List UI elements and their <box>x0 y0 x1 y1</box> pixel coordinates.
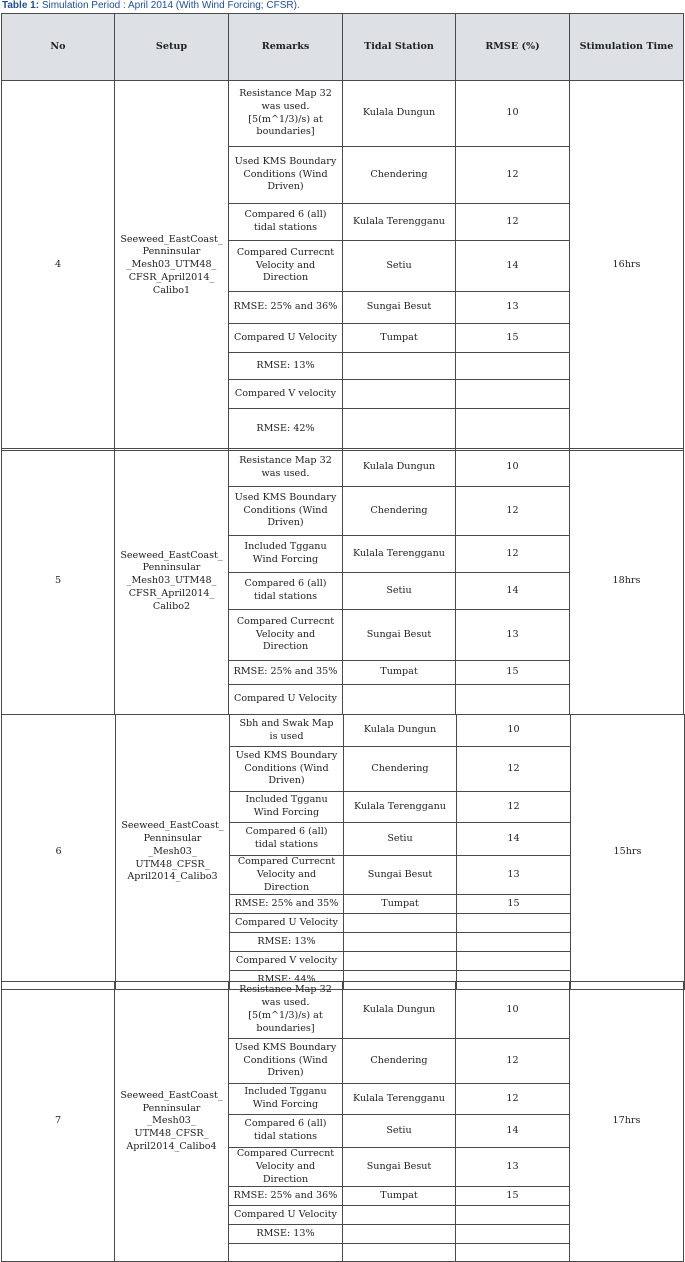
header-tidal-station: Tidal Station <box>343 14 456 81</box>
station-cell <box>343 409 456 451</box>
table-row <box>2 449 684 487</box>
station-cell <box>343 1206 456 1225</box>
station-cell: Tumpat <box>344 895 457 914</box>
rmse-cell: 14 <box>457 823 571 856</box>
remark-cell: RMSE: 13% <box>230 933 344 952</box>
table-row <box>2 715 685 747</box>
rmse-cell <box>456 1244 570 1262</box>
station-cell <box>343 1244 456 1262</box>
remark-cell: Included Tgganu Wind Forcing <box>230 792 344 823</box>
station-cell: Tumpat <box>343 661 456 685</box>
rmse-cell <box>457 914 571 933</box>
simulation-time: 16hrs <box>570 81 684 451</box>
table-caption <box>2 0 300 12</box>
rmse-cell: 14 <box>456 1115 570 1148</box>
rmse-cell: 12 <box>456 1084 570 1115</box>
rmse-cell: 15 <box>456 324 570 353</box>
run-number: 6 <box>2 715 116 990</box>
table-row <box>2 81 684 147</box>
results-table-part-3 <box>1 714 685 990</box>
remark-cell: Compared Currecnt Velocity and Direction <box>229 241 343 292</box>
caption-text: Simulation Period : April 2014 (With Wind Forcing; CFSR). <box>41 0 300 11</box>
remark-cell: RMSE: 25% and 35% <box>230 895 344 914</box>
remark-cell: Used KMS Boundary Conditions (Wind Driven) <box>229 1039 343 1084</box>
rmse-cell: 10 <box>456 449 570 487</box>
header-no: No <box>2 14 115 81</box>
station-cell: Kulala Dungun <box>343 982 456 1039</box>
rmse-cell: 15 <box>457 895 571 914</box>
rmse-cell: 10 <box>456 81 570 147</box>
remark-cell: Compared U Velocity <box>229 685 343 715</box>
remark-cell: Compared U Velocity <box>229 1206 343 1225</box>
rmse-cell <box>456 380 570 409</box>
station-cell: Setiu <box>343 1115 456 1148</box>
remark-cell: Compared 6 (all) tidal stations <box>229 1115 343 1148</box>
rmse-cell: 13 <box>456 292 570 324</box>
station-cell: Kulala Terengganu <box>343 1084 456 1115</box>
remark-cell: RMSE: 42% <box>229 409 343 451</box>
remark-cell: Compared Currecnt Velocity and Direction <box>230 856 344 895</box>
remark-cell: Compared V velocity <box>229 380 343 409</box>
rmse-cell: 15 <box>456 1187 570 1206</box>
remark-cell: Resistance Map 32 was used. [5(m^1/3)/s) at boundaries] <box>229 81 343 147</box>
station-cell <box>343 353 456 380</box>
station-cell: Chendering <box>343 147 456 204</box>
remark-cell: Included Tgganu Wind Forcing <box>229 1084 343 1115</box>
simulation-time: 17hrs <box>570 982 684 1262</box>
station-cell: Setiu <box>344 823 457 856</box>
run-number: 7 <box>2 982 115 1262</box>
station-cell <box>343 380 456 409</box>
rmse-cell: 14 <box>456 573 570 610</box>
station-cell: Kulala Terengganu <box>343 536 456 573</box>
remark-cell: Compared Currecnt Velocity and Direction <box>229 1148 343 1187</box>
rmse-cell: 12 <box>456 204 570 241</box>
station-cell: Sungai Besut <box>344 856 457 895</box>
remark-cell: Used KMS Boundary Conditions (Wind Driven) <box>229 487 343 536</box>
rmse-cell: 12 <box>456 147 570 204</box>
station-cell: Chendering <box>344 747 457 792</box>
remark-cell: Resistance Map 32 was used. [5(m^1/3)/s) at boundaries] <box>229 982 343 1039</box>
remark-cell: Compared U Velocity <box>229 324 343 353</box>
rmse-cell: 13 <box>456 610 570 661</box>
remark-cell: Compared V velocity <box>230 952 344 971</box>
rmse-cell: 12 <box>457 792 571 823</box>
station-cell: Setiu <box>343 573 456 610</box>
station-cell: Kulala Terengganu <box>343 204 456 241</box>
remark-cell: Compared U Velocity <box>230 914 344 933</box>
station-cell: Kulala Dungun <box>343 81 456 147</box>
rmse-cell: 14 <box>456 241 570 292</box>
simulation-time: 15hrs <box>571 715 685 990</box>
rmse-cell <box>457 933 571 952</box>
simulation-time: 18hrs <box>570 449 684 715</box>
remark-cell: RMSE: 44% <box>230 971 344 990</box>
setup-name: Seeweed_EastCoast_ Penninsular _Mesh03_ UTM48_CFSR_ April2014_Calibo3 <box>116 715 230 990</box>
setup-name: Seeweed_EastCoast_ Penninsular _Mesh03_ UTM48_CFSR_ April2014_Calibo4 <box>115 982 229 1262</box>
header-setup: Setup <box>115 14 229 81</box>
rmse-cell: 13 <box>457 856 571 895</box>
rmse-cell: 12 <box>456 536 570 573</box>
results-table-part-1 <box>1 13 684 451</box>
station-cell: Tumpat <box>343 1187 456 1206</box>
station-cell <box>344 952 457 971</box>
setup-name: Seeweed_EastCoast_ Penninsular _Mesh03_UTM48_ CFSR_April2014_ Calibo2 <box>115 449 229 715</box>
run-number: 5 <box>2 449 115 715</box>
remark-cell <box>229 1244 343 1262</box>
table-row <box>2 982 684 1039</box>
rmse-cell: 10 <box>456 982 570 1039</box>
rmse-cell <box>457 952 571 971</box>
remark-cell: RMSE: 13% <box>229 353 343 380</box>
rmse-cell: 13 <box>456 1148 570 1187</box>
remark-cell: RMSE: 13% <box>229 1225 343 1244</box>
remark-cell: Compared 6 (all) tidal stations <box>229 573 343 610</box>
station-cell <box>344 933 457 952</box>
station-cell <box>343 685 456 715</box>
rmse-cell: 12 <box>456 1039 570 1084</box>
station-cell: Sungai Besut <box>343 292 456 324</box>
remark-cell: Used KMS Boundary Conditions (Wind Driven) <box>229 147 343 204</box>
remark-cell: Included Tgganu Wind Forcing <box>229 536 343 573</box>
remark-cell: Compared 6 (all) tidal stations <box>229 204 343 241</box>
station-cell: Kulala Terengganu <box>344 792 457 823</box>
station-cell: Kulala Dungun <box>344 715 457 747</box>
station-cell: Chendering <box>343 1039 456 1084</box>
rmse-cell <box>456 1206 570 1225</box>
caption-label: Table 1: <box>2 0 40 11</box>
rmse-cell <box>456 1225 570 1244</box>
results-table-part-4 <box>1 981 684 1262</box>
station-cell: Setiu <box>343 241 456 292</box>
rmse-cell: 15 <box>456 661 570 685</box>
remark-cell: Resistance Map 32 was used. <box>229 449 343 487</box>
station-cell <box>343 1225 456 1244</box>
station-cell: Sungai Besut <box>343 610 456 661</box>
remark-cell: Used KMS Boundary Conditions (Wind Driven) <box>230 747 344 792</box>
remark-cell: RMSE: 25% and 36% <box>229 1187 343 1206</box>
station-cell: Sungai Besut <box>343 1148 456 1187</box>
station-cell: Tumpat <box>343 324 456 353</box>
remark-cell: Compared 6 (all) tidal stations <box>230 823 344 856</box>
rmse-cell: 12 <box>457 747 571 792</box>
remark-cell: RMSE: 25% and 35% <box>229 661 343 685</box>
remark-cell: Compared Currecnt Velocity and Direction <box>229 610 343 661</box>
header-stimulation-time: Stimulation Time <box>570 14 684 81</box>
remark-cell: Sbh and Swak Map is used <box>230 715 344 747</box>
setup-name: Seeweed_EastCoast_ Penninsular _Mesh03_UTM48_ CFSR_April2014_ Calibo1 <box>115 81 229 451</box>
header-row <box>2 14 684 81</box>
rmse-cell <box>456 685 570 715</box>
rmse-cell <box>456 409 570 451</box>
remark-cell: RMSE: 25% and 36% <box>229 292 343 324</box>
rmse-cell: 12 <box>456 487 570 536</box>
rmse-cell <box>456 353 570 380</box>
results-table-part-2 <box>1 448 684 715</box>
header-remarks: Remarks <box>229 14 343 81</box>
station-cell: Kulala Dungun <box>343 449 456 487</box>
station-cell: Chendering <box>343 487 456 536</box>
rmse-cell: 10 <box>457 715 571 747</box>
run-number: 4 <box>2 81 115 451</box>
station-cell <box>344 914 457 933</box>
header-rmse: RMSE (%) <box>456 14 570 81</box>
